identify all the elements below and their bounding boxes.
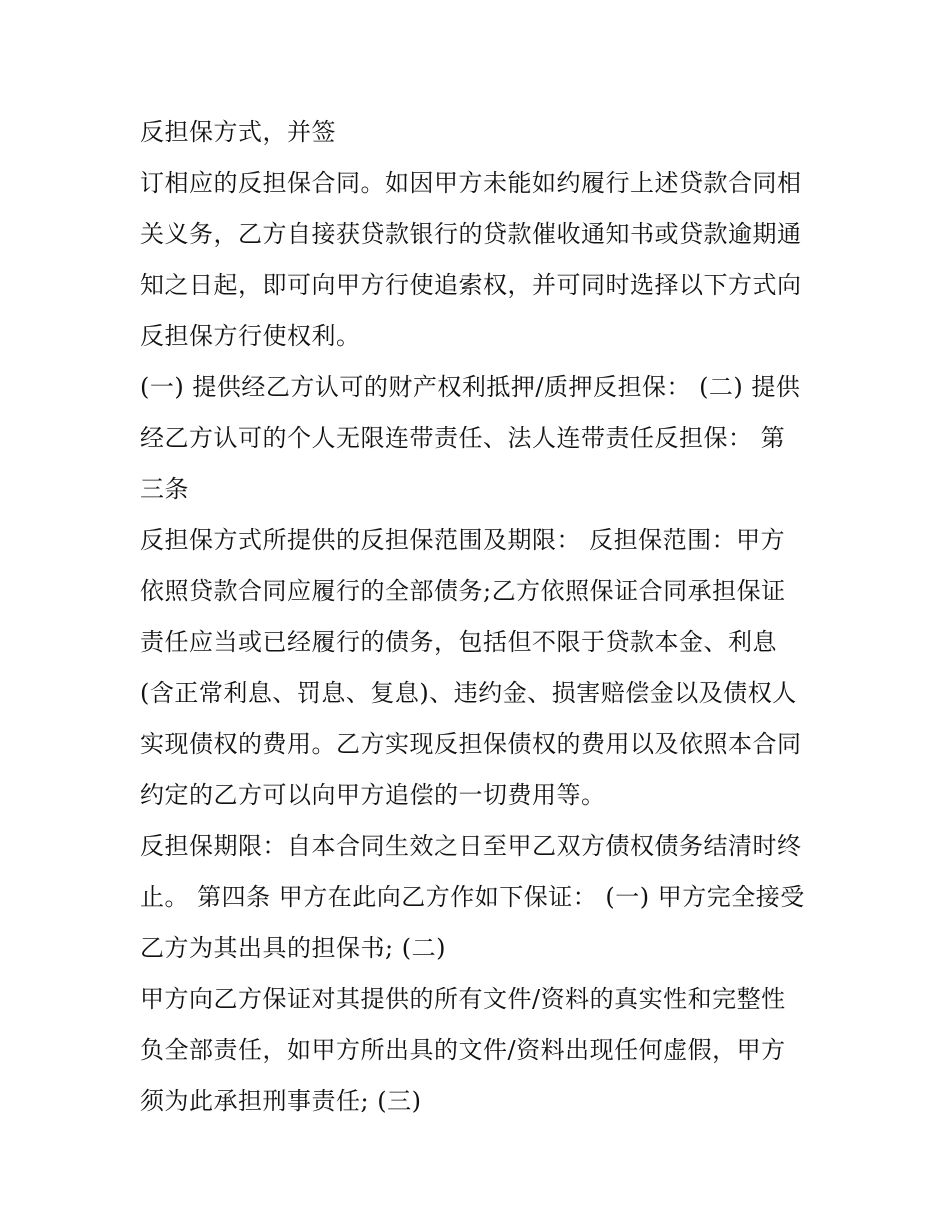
text-line: 反担保期限：自本合同生效之日至甲乙双方债权债务结清时终: [140, 832, 802, 860]
text-line: 反担保方式所提供的反担保范围及期限： 反担保范围：甲方: [140, 526, 786, 554]
text-line: 约定的乙方可以向甲方追偿的一切费用等。: [140, 781, 606, 809]
text-line: 实现债权的费用。乙方实现反担保债权的费用以及依照本合同: [140, 730, 802, 758]
text-line: 关义务，乙方自接获贷款银行的贷款催收通知书或贷款逾期通: [140, 220, 802, 248]
text-line: (一) 提供经乙方认可的财产权利抵押/质押反担保： (二) 提供: [140, 373, 801, 401]
text-line: 乙方为其出具的担保书; (二): [140, 934, 446, 962]
text-line: 止。 第四条 甲方在此向乙方作如下保证： (一) 甲方完全接受: [140, 883, 805, 911]
text-line: 反担保方行使权利。: [140, 322, 361, 350]
text-line: 负全部责任，如甲方所出具的文件/资料出现任何虚假，甲方: [140, 1036, 786, 1064]
text-line: 反担保方式，并签: [140, 118, 336, 146]
text-line: 经乙方认可的个人无限连带责任、法人连带责任反担保： 第: [140, 424, 786, 452]
text-line: 订相应的反担保合同。如因甲方未能如约履行上述贷款合同相: [140, 169, 802, 197]
text-line: 责任应当或已经履行的债务，包括但不限于贷款本金、利息: [140, 628, 777, 656]
contract-body-text: [140, 107, 820, 1127]
text-line: 甲方向乙方保证对其提供的所有文件/资料的真实性和完整性: [140, 985, 786, 1013]
text-line: 知之日起，即可向甲方行使追索权，并可同时选择以下方式向: [140, 271, 802, 299]
text-line: 须为此承担刑事责任; (三): [140, 1087, 422, 1115]
text-line: 依照贷款合同应履行的全部债务;乙方依照保证合同承担保证: [140, 577, 786, 605]
text-line: (含正常利息、罚息、复息)、违约金、损害赔偿金以及债权人: [140, 679, 797, 707]
text-line: 三条: [140, 475, 189, 503]
